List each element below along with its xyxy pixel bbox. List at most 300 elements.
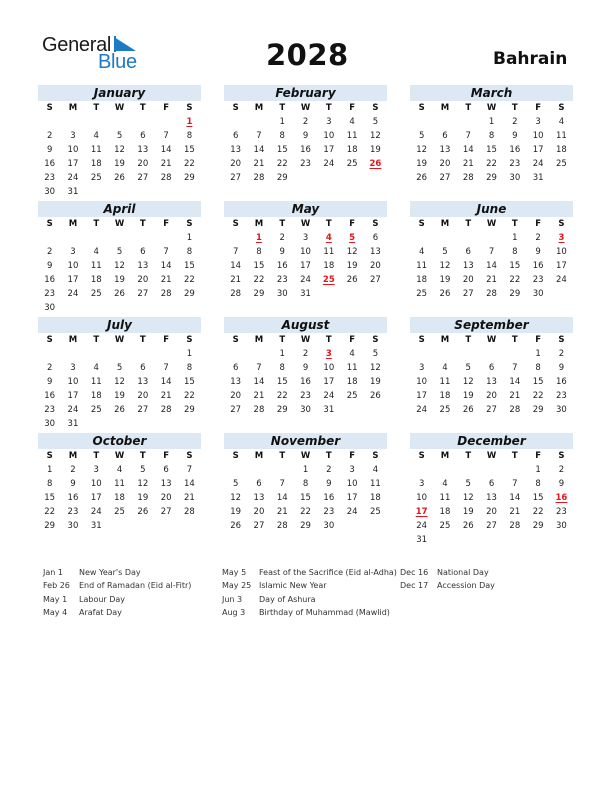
month-january	[38, 85, 201, 199]
calendar-date: 18	[323, 261, 335, 271]
empty-cell	[247, 463, 270, 477]
calendar-date: 19	[137, 493, 149, 503]
calendar-date: 5	[418, 131, 425, 141]
calendar-date: 27	[253, 521, 265, 531]
calendar-date: 19	[114, 275, 125, 285]
calendar-date: 12	[370, 363, 381, 373]
weekday-header: W	[300, 451, 311, 461]
calendar-date: 12	[346, 247, 358, 257]
calendar-date: 10	[90, 479, 102, 489]
calendar-date: 8	[279, 131, 285, 141]
holiday-date-label: Dec 17	[400, 581, 429, 591]
calendar-date: 30	[532, 289, 544, 299]
calendar-date: 4	[418, 247, 425, 257]
weekday-header: T	[139, 219, 146, 229]
calendar-date: 20	[462, 275, 474, 285]
calendar-date: 20	[370, 261, 381, 271]
weekday-header: F	[163, 335, 170, 345]
holiday-date-label: Dec 16	[400, 568, 429, 577]
calendar-date: 24	[67, 173, 79, 183]
calendar-date: 21	[276, 507, 288, 517]
calendar-date: 17	[300, 261, 311, 271]
calendar-date: 1	[186, 349, 193, 359]
weekday-header: S	[186, 219, 193, 229]
calendar-date: 5	[465, 479, 471, 489]
calendar-date: 22	[184, 159, 195, 169]
calendar-date: 10	[67, 377, 79, 387]
calendar-date: 16	[67, 493, 79, 503]
calendar-date: 6	[140, 247, 146, 257]
calendar-date: 4	[558, 117, 565, 127]
calendar-date: 20	[137, 391, 149, 401]
calendar-date: 29	[276, 405, 288, 415]
calendar-date: 14	[509, 377, 521, 387]
calendar-date: 2	[535, 233, 541, 243]
calendar-date: 8	[535, 479, 541, 489]
calendar-date: 22	[253, 275, 265, 285]
holiday-date-label: Jan 1	[43, 568, 63, 577]
calendar-date: 16	[44, 159, 56, 169]
calendar-date: 21	[230, 275, 242, 285]
holiday-date: 3	[558, 233, 565, 243]
calendar-date: 21	[253, 159, 265, 169]
calendar-date: 24	[323, 391, 335, 401]
logo-word-blue: Blue	[98, 51, 137, 73]
calendar-date: 23	[509, 159, 521, 169]
calendar-date: 21	[462, 159, 474, 169]
calendar-date: 7	[488, 247, 495, 257]
weekday-header: M	[254, 335, 264, 345]
weekday-header: M	[68, 335, 78, 345]
calendar-date: 6	[488, 363, 495, 373]
calendar-date: 20	[253, 507, 265, 517]
holiday-entry	[43, 566, 191, 579]
calendar-date: 18	[90, 391, 102, 401]
calendar-date: 25	[90, 173, 102, 183]
calendar-date: 12	[114, 145, 125, 155]
calendar-date: 1	[279, 349, 285, 359]
empty-cell	[131, 347, 154, 361]
calendar-date: 28	[462, 173, 474, 183]
calendar-date: 12	[462, 493, 474, 503]
calendar-date: 19	[462, 391, 474, 401]
calendar-date: 21	[509, 507, 521, 517]
calendar-date: 17	[90, 493, 102, 503]
calendar-date: 29	[486, 173, 497, 183]
calendar-date: 28	[253, 173, 265, 183]
calendar-date: 7	[256, 131, 262, 141]
calendar-date: 9	[46, 377, 53, 387]
calendar-date: 24	[532, 159, 544, 169]
calendar-date: 18	[346, 377, 358, 387]
calendar-date: 25	[346, 391, 358, 401]
calendar-date: 22	[276, 159, 288, 169]
weekday-header: T	[465, 335, 472, 345]
weekday-header: W	[486, 103, 497, 113]
calendar-date: 30	[44, 303, 56, 313]
calendar-date: 7	[512, 479, 518, 489]
holiday-date: 16	[555, 493, 568, 503]
weekday-header: T	[279, 335, 286, 345]
month-title: January	[38, 85, 201, 101]
calendar-date: 2	[70, 465, 76, 475]
calendar-date: 29	[44, 521, 56, 531]
holiday-name: Arafat Day	[79, 607, 122, 617]
month-grid	[38, 101, 201, 199]
calendar-date: 15	[276, 145, 288, 155]
calendar-date: 6	[256, 479, 262, 489]
calendar-date: 8	[279, 363, 285, 373]
calendar-date: 9	[326, 479, 332, 489]
holiday-name: Islamic New Year	[259, 581, 327, 591]
calendar-date: 8	[535, 363, 541, 373]
weekday-header: F	[163, 103, 170, 113]
calendar-date: 21	[184, 493, 195, 503]
calendar-date: 6	[140, 363, 146, 373]
calendar-date: 27	[137, 289, 149, 299]
calendar-date: 16	[300, 377, 311, 387]
weekday-header: T	[93, 219, 100, 229]
holiday-date-label: May 4	[43, 607, 68, 617]
calendar-date: 5	[465, 363, 471, 373]
calendar-date: 30	[67, 521, 79, 531]
calendar-date: 30	[323, 521, 335, 531]
calendar-date: 19	[114, 391, 125, 401]
holiday-date-label: Aug 3	[222, 607, 246, 617]
holiday-entry	[222, 593, 397, 606]
calendar-date: 15	[276, 377, 288, 387]
holiday-column	[43, 566, 191, 619]
calendar-date: 14	[160, 377, 172, 387]
calendar-date: 10	[532, 131, 544, 141]
calendar-date: 20	[137, 159, 149, 169]
calendar-date: 5	[116, 247, 123, 257]
calendar-date: 15	[253, 261, 265, 271]
calendar-date: 16	[556, 377, 567, 387]
calendar-date: 6	[140, 131, 146, 141]
calendar-date: 29	[184, 289, 195, 299]
weekday-header: W	[114, 103, 125, 113]
logo	[42, 34, 142, 74]
holiday-date-label: May 25	[222, 581, 252, 591]
weekday-header: S	[372, 335, 379, 345]
weekday-header: S	[558, 335, 565, 345]
calendar-date: 18	[370, 493, 381, 503]
weekday-header: S	[418, 103, 425, 113]
month-may	[224, 201, 387, 301]
empty-cell	[224, 463, 247, 477]
calendar-date: 19	[230, 507, 242, 517]
calendar-date: 7	[279, 479, 285, 489]
calendar-date: 13	[160, 479, 172, 489]
calendar-date: 28	[230, 289, 242, 299]
calendar-date: 25	[556, 159, 567, 169]
calendar-date: 30	[276, 289, 288, 299]
calendar-date: 27	[160, 507, 172, 517]
calendar-date: 31	[300, 289, 311, 299]
calendar-date: 7	[163, 363, 169, 373]
calendar-date: 31	[323, 405, 335, 415]
calendar-date: 29	[184, 173, 195, 183]
calendar-date: 14	[253, 377, 265, 387]
calendar-date: 4	[93, 363, 99, 373]
calendar-date: 9	[279, 247, 285, 257]
calendar-date: 21	[253, 391, 265, 401]
calendar-date: 21	[160, 391, 172, 401]
calendar-date: 27	[486, 405, 497, 415]
empty-cell	[224, 231, 247, 245]
calendar-date: 3	[70, 363, 76, 373]
calendar-date: 13	[230, 377, 242, 387]
calendar-date: 20	[137, 275, 149, 285]
calendar-date: 4	[442, 363, 448, 373]
calendar-date: 24	[323, 159, 335, 169]
calendar-date: 11	[439, 493, 451, 503]
weekday-header: M	[254, 451, 264, 461]
weekday-header: S	[418, 219, 425, 229]
calendar-date: 26	[230, 521, 242, 531]
calendar-date: 28	[253, 405, 265, 415]
holiday-entry	[43, 606, 191, 619]
month-grid	[410, 333, 573, 417]
empty-cell	[61, 115, 84, 129]
weekday-header: F	[349, 103, 356, 113]
calendar-date: 5	[442, 247, 448, 257]
empty-cell	[410, 231, 433, 245]
calendar-date: 25	[90, 289, 102, 299]
empty-cell	[457, 115, 480, 129]
calendar-date: 14	[160, 145, 172, 155]
month-title: September	[410, 317, 573, 333]
month-grid	[224, 101, 387, 185]
calendar-date: 8	[186, 247, 193, 257]
weekday-header: T	[325, 451, 332, 461]
calendar-date: 11	[323, 247, 335, 257]
calendar-date: 21	[160, 275, 172, 285]
month-title: June	[410, 201, 573, 217]
month-grid	[410, 449, 573, 547]
calendar-date: 24	[67, 405, 79, 415]
weekday-header: S	[232, 103, 239, 113]
calendar-date: 7	[163, 247, 169, 257]
weekday-header: T	[139, 451, 146, 461]
calendar-date: 17	[67, 391, 79, 401]
calendar-date: 10	[416, 377, 428, 387]
calendar-date: 10	[556, 247, 567, 257]
holiday-name: New Year's Day	[79, 568, 141, 577]
calendar-date: 31	[67, 187, 79, 197]
calendar-date: 4	[372, 465, 379, 475]
weekday-header: T	[93, 451, 100, 461]
calendar-date: 18	[346, 145, 358, 155]
empty-cell	[154, 347, 177, 361]
weekday-header: F	[535, 219, 542, 229]
month-title: April	[38, 201, 201, 217]
calendar-date: 3	[70, 131, 76, 141]
calendar-date: 1	[512, 233, 518, 243]
calendar-date: 10	[323, 131, 335, 141]
weekday-header: T	[279, 451, 286, 461]
calendar-date: 13	[486, 377, 497, 387]
calendar-date: 23	[44, 173, 56, 183]
weekday-header: T	[325, 103, 332, 113]
weekday-header: M	[254, 103, 264, 113]
calendar-date: 4	[442, 479, 448, 489]
calendar-date: 22	[509, 275, 521, 285]
calendar-date: 23	[67, 507, 79, 517]
calendar-date: 13	[137, 261, 149, 271]
calendar-date: 1	[535, 349, 541, 359]
calendar-date: 28	[276, 521, 288, 531]
calendar-date: 22	[532, 507, 544, 517]
empty-cell	[457, 463, 480, 477]
empty-cell	[480, 347, 503, 361]
calendar-date: 27	[462, 289, 474, 299]
calendar-date: 12	[370, 131, 381, 141]
calendar-date: 6	[232, 363, 239, 373]
calendar-date: 10	[67, 145, 79, 155]
calendar-date: 12	[462, 377, 474, 387]
empty-cell	[108, 231, 131, 245]
weekday-header: M	[440, 335, 450, 345]
calendar-date: 31	[416, 535, 428, 545]
weekday-header: S	[372, 451, 379, 461]
calendar-date: 2	[279, 233, 285, 243]
calendar-date: 20	[486, 507, 497, 517]
weekday-header: S	[418, 335, 425, 345]
weekday-header: T	[511, 451, 518, 461]
calendar-date: 11	[439, 377, 451, 387]
month-title: October	[38, 433, 201, 449]
calendar-date: 10	[346, 479, 358, 489]
holiday-name: National Day	[437, 568, 489, 577]
calendar-date: 3	[326, 117, 332, 127]
weekday-header: T	[325, 219, 332, 229]
calendar-date: 17	[556, 261, 567, 271]
calendar-date: 5	[232, 479, 239, 489]
calendar-date: 13	[370, 247, 381, 257]
calendar-date: 13	[137, 377, 149, 387]
calendar-date: 8	[512, 247, 518, 257]
month-grid	[224, 449, 387, 533]
page-title-year: 2028	[266, 38, 349, 72]
weekday-header: T	[279, 219, 286, 229]
calendar-date: 7	[232, 247, 239, 257]
logo-word-general: General	[42, 34, 112, 56]
calendar-date: 9	[70, 479, 76, 489]
calendar-date: 10	[67, 261, 79, 271]
holiday-date: 26	[369, 159, 382, 169]
calendar-date: 15	[532, 493, 544, 503]
calendar-date: 17	[416, 391, 428, 401]
weekday-header: S	[46, 103, 53, 113]
holiday-entry	[43, 593, 191, 606]
calendar-date: 12	[114, 261, 125, 271]
calendar-date: 14	[230, 261, 242, 271]
calendar-date: 13	[137, 145, 149, 155]
calendar-date: 9	[535, 247, 541, 257]
weekday-header: F	[163, 219, 170, 229]
empty-cell	[224, 115, 247, 129]
weekday-header: T	[465, 219, 472, 229]
calendar-date: 15	[486, 145, 497, 155]
calendar-date: 26	[114, 289, 125, 299]
weekday-header: S	[232, 219, 239, 229]
calendar-date: 2	[46, 363, 53, 373]
calendar-date: 8	[186, 363, 193, 373]
weekday-header: T	[511, 103, 518, 113]
calendar-date: 6	[488, 479, 495, 489]
month-grid	[38, 217, 201, 315]
calendar-date: 11	[416, 261, 428, 271]
holiday-date-label: May 5	[222, 568, 247, 577]
calendar-date: 6	[442, 131, 448, 141]
calendar-date: 11	[370, 479, 381, 489]
month-title: December	[410, 433, 573, 449]
calendar-date: 23	[44, 405, 56, 415]
calendar-date: 12	[439, 261, 451, 271]
weekday-header: F	[535, 451, 542, 461]
calendar-date: 4	[93, 131, 99, 141]
calendar-date: 23	[532, 275, 544, 285]
weekday-header: S	[186, 103, 193, 113]
holiday-date: 17	[415, 507, 428, 517]
weekday-header: W	[114, 335, 125, 345]
calendar-date: 8	[488, 131, 495, 141]
empty-cell	[433, 347, 456, 361]
weekday-header: W	[114, 219, 125, 229]
empty-cell	[480, 231, 503, 245]
calendar-date: 15	[532, 377, 544, 387]
calendar-date: 18	[439, 391, 451, 401]
month-grid	[224, 217, 387, 301]
holiday-date-label: May 1	[43, 594, 68, 604]
calendar-date: 26	[114, 405, 125, 415]
calendar-date: 18	[439, 507, 451, 517]
calendar-date: 28	[160, 289, 172, 299]
calendar-date: 19	[370, 145, 381, 155]
calendar-date: 2	[302, 349, 309, 359]
calendar-date: 20	[230, 159, 242, 169]
empty-cell	[38, 115, 61, 129]
calendar-date: 6	[465, 247, 471, 257]
calendar-date: 16	[323, 493, 335, 503]
calendar-date: 27	[439, 173, 451, 183]
calendar-date: 28	[160, 173, 172, 183]
calendar-date: 12	[416, 145, 428, 155]
calendar-date: 11	[90, 261, 102, 271]
calendar-date: 26	[114, 173, 125, 183]
calendar-date: 3	[302, 233, 309, 243]
calendar-date: 28	[486, 289, 497, 299]
calendar-date: 27	[137, 405, 149, 415]
calendar-date: 28	[160, 405, 172, 415]
weekday-header: M	[254, 219, 264, 229]
calendar-date: 27	[486, 521, 497, 531]
weekday-header: T	[139, 335, 146, 345]
calendar-date: 27	[370, 275, 381, 285]
calendar-date: 23	[44, 289, 56, 299]
calendar-date: 16	[509, 145, 521, 155]
calendar-date: 25	[416, 289, 428, 299]
weekday-header: S	[186, 335, 193, 345]
calendar-date: 16	[44, 391, 56, 401]
weekday-header: S	[232, 451, 239, 461]
holiday-date: 25	[322, 275, 335, 285]
calendar-date: 13	[439, 145, 451, 155]
holiday-entry	[222, 579, 397, 592]
holiday-entry	[400, 566, 495, 579]
